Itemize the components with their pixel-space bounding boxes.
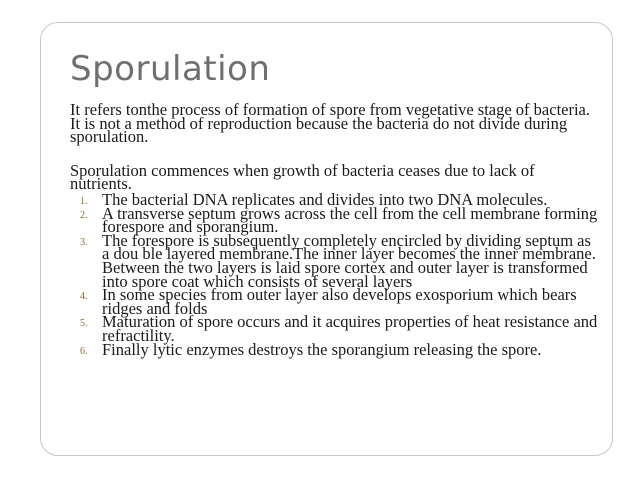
list-item-text: In some species from outer layer also develops exosporium which bears ridges and folds — [102, 285, 577, 318]
list-item-text: Finally lytic enzymes destroys the sporangium releasing the spore. — [102, 339, 542, 359]
list-item — [70, 285, 598, 318]
list-item — [70, 203, 598, 237]
list-item-text: A transverse septum grows across the cell from the cell membrane forming forespore and sporangium. — [102, 203, 598, 237]
definition-paragraph: It refers tonthe process of formation of spore from vegetative stage of bacteria. It is not a method of reproduction because the bacteria do not divide during sporulation. — [70, 100, 590, 147]
list-number: 3. — [80, 236, 88, 248]
list-number: 4. — [80, 291, 88, 303]
list-item — [70, 230, 598, 291]
list-number: 5. — [80, 318, 88, 330]
list-number: 2. — [80, 209, 88, 221]
list-item — [70, 312, 598, 345]
list-item-text: The forespore is subsequently completely encircled by dividing septum as a dou ble layered membrane.The inner layer becomes the inner membrane. Between the two layers is laid spore cortex and outer layer is transformed into spore coat which consists of several layers — [102, 230, 596, 291]
list-item — [70, 339, 598, 359]
list-item-text: The bacterial DNA replicates and divides into two DNA molecules. — [102, 189, 548, 209]
steps-list — [70, 189, 598, 359]
slide-title: Sporulation — [70, 49, 271, 89]
list-number: 1. — [80, 195, 88, 207]
list-number: 6. — [80, 345, 88, 357]
slide-body — [70, 100, 598, 359]
intro-paragraph: Sporulation commences when growth of bacteria ceases due to lack of nutrients. — [70, 160, 535, 194]
list-item-text: Maturation of spore occurs and it acquires properties of heat resistance and refractility. — [102, 312, 598, 345]
